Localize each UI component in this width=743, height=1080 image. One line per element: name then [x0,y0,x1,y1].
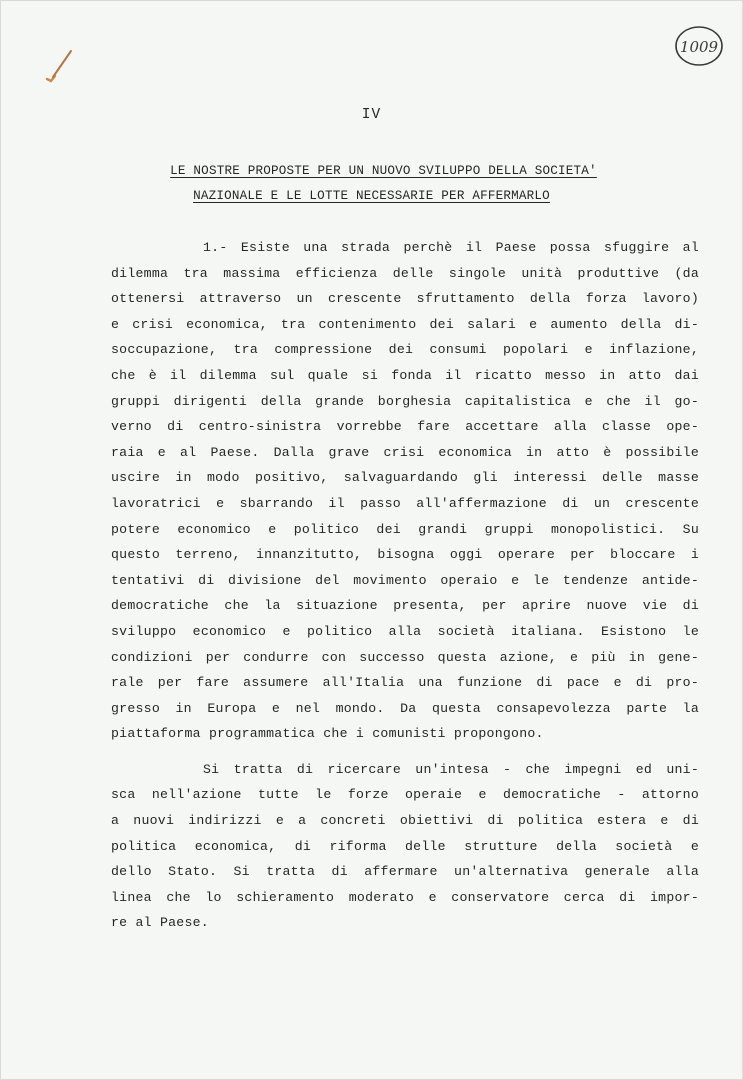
text-line: raia e al Paese. Dalla grave crisi economica in atto è possibile [111,444,699,460]
archive-page-stamp [673,23,725,69]
title-line: NAZIONALE E LE LOTTE NECESSARIE PER AFFERMARLO [193,189,550,203]
text-line: ottenersi attraverso un crescente sfruttamento della forza lavoro) [111,291,699,307]
text-line: rale per fare assumere all'Italia una funzione di pace e di pro- [111,675,699,691]
text-line: politica economica, di riforma delle strutture della società e [111,838,699,854]
text-line: che è il dilemma sul quale si fonda il ricatto messo in atto dai [111,367,699,383]
text-line: condizioni per condurre con successo questa azione, e più in gene- [111,649,699,665]
body-text [111,235,699,936]
text-line: a nuovi indirizzi e a concreti obiettivi di politica estera e di [111,813,699,829]
text-line: piattaforma programmatica che i comunisti propongono. [111,726,544,742]
text-line: soccupazione, tra compressione dei consumi popolari e inflazione, [111,342,699,358]
text-line: verno di centro-sinistra vorrebbe fare accettare alla classe ope- [111,419,699,435]
text-line: tentativi di divisione del movimento operaio e le tendenze antide- [111,572,699,588]
svg-text:1009: 1009 [679,38,719,56]
text-line: e crisi economica, tra contenimento dei salari e aumento della di- [111,316,699,332]
text-line: gresso in Europa e nel mondo. Da questa consapevolezza parte la [111,700,699,716]
pen-tick-mark [43,45,77,85]
paragraph-1 [111,235,699,747]
text-line: sca nell'azione tutte le forze operaie e democratiche - attorno [111,787,699,803]
title-line: LE NOSTRE PROPOSTE PER UN NUOVO SVILUPPO DELLA SOCIETA' [170,164,597,178]
text-line: sviluppo economico e politico alla società italiana. Esistono le [111,623,699,639]
chapter-title [1,159,742,209]
text-line: linea che lo schieramento moderato e conservatore cerca di impor- [111,889,699,905]
section-numeral: IV [361,107,382,123]
text-line: gruppi dirigenti della grande borghesia capitalistica e che il go- [111,393,699,409]
text-line: questo terreno, innanzitutto, bisogna oggi operare per bloccare i [111,547,699,563]
text-line: dello Stato. Si tratta di affermare un'alternativa generale alla [111,864,699,880]
text-line: Si tratta di ricercare un'intesa - che impegni ed uni- [203,761,699,777]
text-line: re al Paese. [111,915,209,931]
text-line: lavoratrici e sbarrando il passo all'affermazione di un crescente [111,495,699,511]
paragraph-2 [111,757,699,936]
text-line: uscire in modo positivo, salvaguardando gli interessi delle masse [111,470,699,486]
text-line: potere economico e politico dei grandi gruppi monopolistici. Su [111,521,699,537]
text-line: 1.- Esiste una strada perchè il Paese possa sfuggire al [203,240,699,255]
text-line: dilemma tra massima efficienza delle singole unità produttive (da [111,265,699,281]
text-line: democratiche che la situazione presenta, per aprire nuove vie di [111,598,699,614]
